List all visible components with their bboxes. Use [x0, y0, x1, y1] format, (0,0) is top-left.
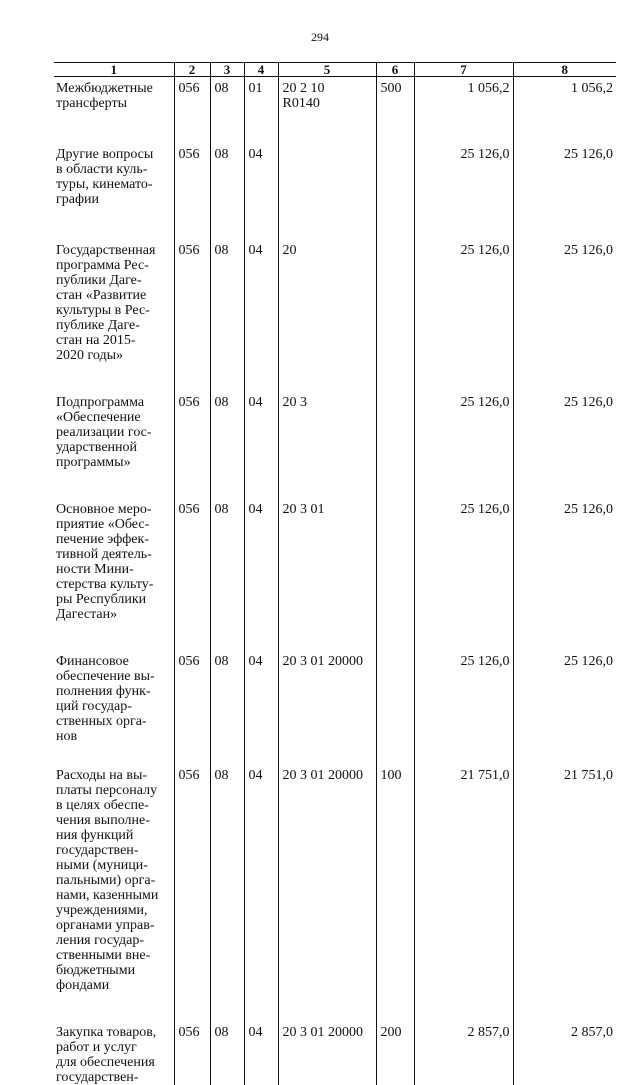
- column-header-2: 2: [174, 63, 210, 77]
- cell-c8: 25 126,0: [513, 143, 616, 239]
- code-line: 20 3 01 20000: [283, 768, 373, 783]
- column-header-4: 4: [244, 63, 278, 77]
- cell-c3: 08: [210, 650, 244, 764]
- code-line: 20 3 01 20000: [283, 654, 373, 669]
- row-name-line: ственными вне-: [56, 948, 171, 963]
- row-name-line: программа Рес-: [56, 258, 171, 273]
- cell-c5: [278, 391, 376, 498]
- row-name-line: платы персоналу: [56, 783, 171, 798]
- row-name-line: Подпрограмма: [56, 395, 171, 410]
- cell-c3: 08: [210, 764, 244, 1021]
- column-header-6: 6: [376, 63, 414, 77]
- row-name: [54, 239, 174, 391]
- row-name-line: стерства культу-: [56, 577, 171, 592]
- cell-c4: 04: [244, 143, 278, 239]
- row-name-line: Межбюджетные: [56, 81, 171, 96]
- cell-c8: 2 857,0: [513, 1021, 616, 1085]
- row-name-line: Государственная: [56, 243, 171, 258]
- row-name-line: тивной деятель-: [56, 547, 171, 562]
- cell-c6: 200: [376, 1021, 414, 1085]
- row-name-line: туры, кинемато-: [56, 177, 171, 192]
- cell-c3: 08: [210, 143, 244, 239]
- cell-c4: 04: [244, 764, 278, 1021]
- cell-c8: 25 126,0: [513, 239, 616, 391]
- code-line: 20 3 01: [283, 502, 373, 517]
- cell-c5: [278, 77, 376, 144]
- row-name-line: для обеспечения: [56, 1055, 171, 1070]
- cell-c3: 08: [210, 498, 244, 650]
- code-line: 20 2 10: [283, 81, 373, 96]
- row-name-line: пальными) орга-: [56, 873, 171, 888]
- cell-c6: [376, 391, 414, 498]
- row-name-line: государствен-: [56, 843, 171, 858]
- cell-c3: 08: [210, 239, 244, 391]
- row-name-line: ударственной: [56, 440, 171, 455]
- cell-c5: [278, 764, 376, 1021]
- row-name: [54, 498, 174, 650]
- row-name-line: чения выполне-: [56, 813, 171, 828]
- code-line: 20 3 01 20000: [283, 1025, 373, 1040]
- row-name-line: нов: [56, 729, 171, 744]
- row-name-line: бюджетными: [56, 963, 171, 978]
- cell-c3: 08: [210, 77, 244, 144]
- cell-c6: [376, 498, 414, 650]
- row-name-line: Расходы на вы-: [56, 768, 171, 783]
- row-name-line: государствен-: [56, 1070, 171, 1085]
- row-name-line: ры Республики: [56, 592, 171, 607]
- row-name-line: публики Даге-: [56, 273, 171, 288]
- cell-c3: 08: [210, 391, 244, 498]
- row-name-line: ций государ-: [56, 699, 171, 714]
- cell-c3: 08: [210, 1021, 244, 1085]
- row-name-line: фондами: [56, 978, 171, 993]
- row-name-line: работ и услуг: [56, 1040, 171, 1055]
- row-name-line: Дагестан»: [56, 607, 171, 622]
- row-name: [54, 1021, 174, 1085]
- row-name-line: обеспечение вы-: [56, 669, 171, 684]
- row-name: [54, 77, 174, 144]
- column-header-5: 5: [278, 63, 376, 77]
- row-name: [54, 391, 174, 498]
- row-name-line: культуры в Рес-: [56, 303, 171, 318]
- cell-c4: 01: [244, 77, 278, 144]
- cell-c7: 21 751,0: [414, 764, 513, 1021]
- row-name-line: стан на 2015-: [56, 333, 171, 348]
- cell-c7: 25 126,0: [414, 143, 513, 239]
- cell-c5: [278, 498, 376, 650]
- cell-c8: 25 126,0: [513, 498, 616, 650]
- cell-c4: 04: [244, 498, 278, 650]
- column-header-8: 8: [513, 63, 616, 77]
- table-row: [54, 1021, 616, 1085]
- row-name-line: ления государ-: [56, 933, 171, 948]
- cell-c2: 056: [174, 1021, 210, 1085]
- row-name-line: учреждениями,: [56, 903, 171, 918]
- cell-c7: 2 857,0: [414, 1021, 513, 1085]
- row-name-line: программы»: [56, 455, 171, 470]
- cell-c2: 056: [174, 764, 210, 1021]
- table-body: [54, 77, 616, 1085]
- row-name-line: в целях обеспе-: [56, 798, 171, 813]
- row-name-line: графии: [56, 192, 171, 207]
- cell-c4: 04: [244, 391, 278, 498]
- page-number: 294: [0, 30, 640, 45]
- cell-c2: 056: [174, 391, 210, 498]
- row-name-line: реализации гос-: [56, 425, 171, 440]
- column-header-7: 7: [414, 63, 513, 77]
- row-name-line: ными (муници-: [56, 858, 171, 873]
- row-name-line: Закупка товаров,: [56, 1025, 171, 1040]
- column-header-3: 3: [210, 63, 244, 77]
- row-name-line: нами, казенными: [56, 888, 171, 903]
- row-name-line: печение эффек-: [56, 532, 171, 547]
- cell-c6: [376, 650, 414, 764]
- cell-c2: 056: [174, 650, 210, 764]
- cell-c2: 056: [174, 498, 210, 650]
- table-header-row: [54, 63, 616, 77]
- cell-c6: 500: [376, 77, 414, 144]
- cell-c8: 1 056,2: [513, 77, 616, 144]
- row-name-line: полнения функ-: [56, 684, 171, 699]
- cell-c7: 25 126,0: [414, 650, 513, 764]
- cell-c6: [376, 239, 414, 391]
- row-name-line: ности Мини-: [56, 562, 171, 577]
- row-name-line: публике Даге-: [56, 318, 171, 333]
- cell-c2: 056: [174, 143, 210, 239]
- cell-c4: 04: [244, 1021, 278, 1085]
- cell-c7: 25 126,0: [414, 498, 513, 650]
- row-name-line: в области куль-: [56, 162, 171, 177]
- column-header-1: 1: [54, 63, 174, 77]
- cell-c4: 04: [244, 650, 278, 764]
- budget-table: [54, 62, 616, 1085]
- cell-c5: [278, 1021, 376, 1085]
- table-row: [54, 391, 616, 498]
- cell-c5: [278, 143, 376, 239]
- row-name-line: 2020 годы»: [56, 348, 171, 363]
- cell-c2: 056: [174, 239, 210, 391]
- cell-c8: 21 751,0: [513, 764, 616, 1021]
- cell-c7: 1 056,2: [414, 77, 513, 144]
- row-name-line: ственных орга-: [56, 714, 171, 729]
- cell-c4: 04: [244, 239, 278, 391]
- cell-c6: 100: [376, 764, 414, 1021]
- row-name-line: Финансовое: [56, 654, 171, 669]
- cell-c7: 25 126,0: [414, 239, 513, 391]
- table-row: [54, 650, 616, 764]
- row-name-line: ния функций: [56, 828, 171, 843]
- row-name-line: «Обеспечение: [56, 410, 171, 425]
- table-row: [54, 764, 616, 1021]
- row-name: [54, 764, 174, 1021]
- table-row: [54, 143, 616, 239]
- row-name-line: Другие вопросы: [56, 147, 171, 162]
- row-name-line: приятие «Обес-: [56, 517, 171, 532]
- row-name-line: стан «Развитие: [56, 288, 171, 303]
- cell-c6: [376, 143, 414, 239]
- table-row: [54, 77, 616, 144]
- table-row: [54, 498, 616, 650]
- cell-c8: 25 126,0: [513, 650, 616, 764]
- code-line: R0140: [283, 96, 373, 111]
- cell-c5: [278, 650, 376, 764]
- row-name-line: Основное меро-: [56, 502, 171, 517]
- code-line: 20: [283, 243, 373, 258]
- cell-c5: [278, 239, 376, 391]
- row-name: [54, 650, 174, 764]
- cell-c2: 056: [174, 77, 210, 144]
- cell-c8: 25 126,0: [513, 391, 616, 498]
- row-name-line: органами управ-: [56, 918, 171, 933]
- cell-c7: 25 126,0: [414, 391, 513, 498]
- table-row: [54, 239, 616, 391]
- row-name: [54, 143, 174, 239]
- code-line: 20 3: [283, 395, 373, 410]
- row-name-line: трансферты: [56, 96, 171, 111]
